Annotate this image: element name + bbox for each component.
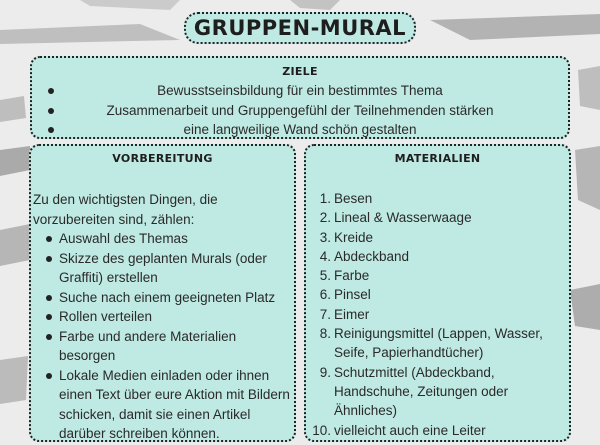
goals-panel (30, 56, 570, 139)
material-text: Eimer (334, 306, 370, 322)
material-text: Farbe (334, 268, 370, 284)
material-item (306, 363, 571, 421)
material-number: 8. (319, 326, 331, 342)
material-item (306, 189, 571, 208)
preparation-content (33, 190, 293, 444)
material-number: 5. (319, 268, 331, 284)
preparation-item: Skizze des geplanten Murals (oder Graffiti) erstellen (33, 249, 293, 288)
material-item (306, 324, 571, 363)
material-text: Reinigungsmittel (Lappen, Wasser, Seife, Papierhandtücher) (334, 326, 543, 361)
material-text: Lineal & Wasserwaage (334, 210, 472, 226)
preparation-item: Farbe und andere Materialien besorgen (33, 327, 293, 366)
preparation-heading: VORBEREITUNG (112, 152, 213, 165)
material-item (306, 208, 571, 227)
material-number: 10. (312, 422, 331, 438)
page-title: GRUPPEN-MURAL (184, 12, 416, 44)
material-number: 7. (319, 306, 331, 322)
material-number: 9. (319, 364, 331, 380)
material-text: Pinsel (334, 287, 371, 303)
material-text: Abdeckband (334, 248, 410, 264)
material-number: 3. (319, 229, 331, 245)
preparation-intro: Zu den wichtigsten Dingen, die vorzubereiten sind, zählen: (33, 192, 218, 227)
materials-list (306, 189, 571, 440)
materials-heading: MATERIALIEN (394, 152, 481, 165)
material-item (306, 266, 571, 285)
material-item (306, 285, 571, 304)
material-item (306, 305, 571, 324)
preparation-panel (29, 144, 296, 442)
material-text: Besen (334, 191, 373, 206)
goal-item: Zusammenarbeit und Gruppengefühl der Teilnehmenden stärken (32, 101, 568, 121)
goals-heading: ZIELE (282, 65, 318, 78)
preparation-item: Rollen verteilen (33, 307, 293, 327)
preparation-list (33, 229, 293, 444)
material-text: vielleicht auch eine Leiter (334, 422, 486, 438)
material-text: Schutzmittel (Abdeckband, Handschuhe, Zeitungen oder Ähnliches) (334, 364, 509, 419)
material-number: 4. (319, 248, 331, 264)
preparation-item: Suche nach einem geeigneten Platz (33, 288, 293, 308)
materials-panel (304, 144, 571, 442)
preparation-item: Lokale Medien einladen oder ihnen einen Text über eure Aktion mit Bildern schicken, damit sie einen Artikel darüber schreiben können. (33, 366, 293, 444)
material-item (306, 228, 571, 247)
material-number: 2. (319, 210, 331, 226)
goal-item: Bewusstseinsbildung für ein bestimmtes Thema (32, 81, 568, 101)
goal-item: eine langweilige Wand schön gestalten (32, 120, 568, 140)
material-item (306, 247, 571, 266)
material-item (306, 421, 571, 440)
material-text: Kreide (334, 229, 374, 245)
material-number: 6. (319, 287, 331, 303)
material-number: 1. (319, 191, 331, 206)
goals-list (32, 81, 568, 140)
preparation-item: Auswahl des Themas (33, 229, 293, 249)
